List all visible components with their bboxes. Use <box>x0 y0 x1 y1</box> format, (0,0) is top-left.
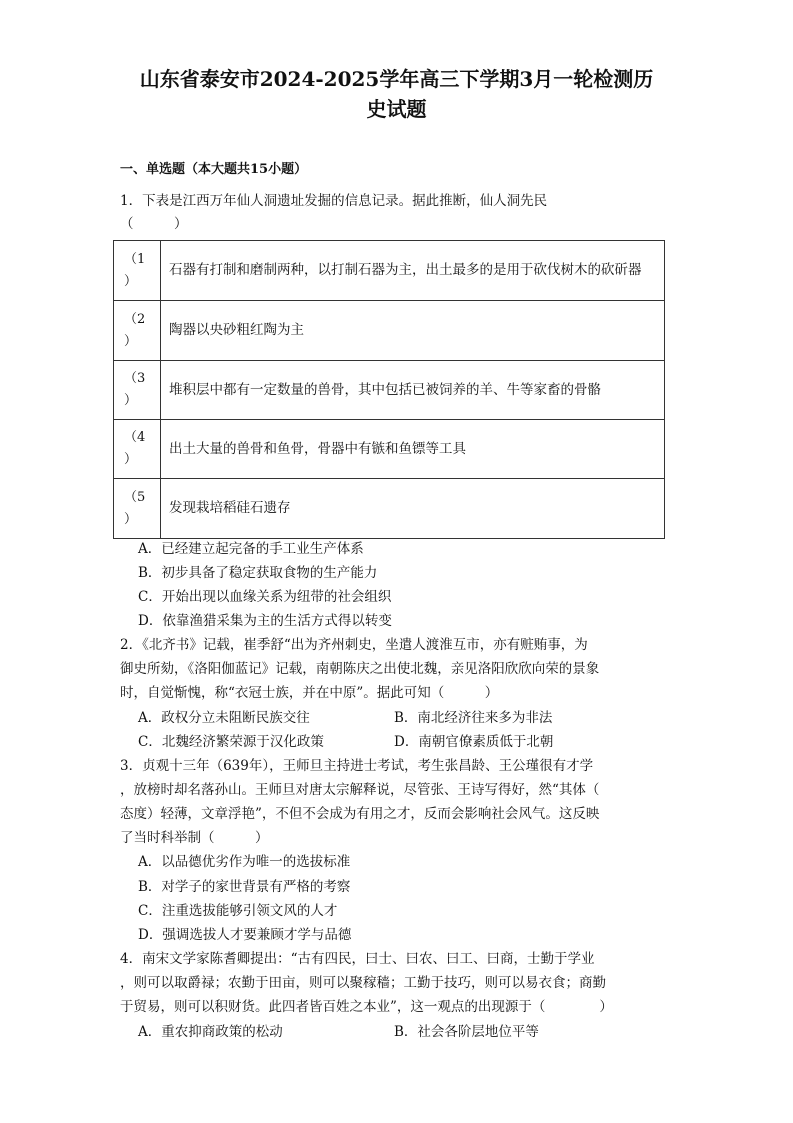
q4-option-a[interactable]: A．重农抑商政策的松动 <box>138 1024 283 1040</box>
q3-option-d[interactable]: D．强调选拔人才要兼顾才学与品德 <box>138 927 352 943</box>
q1-option-d[interactable]: D．依靠渔猎采集为主的生活方式得以转变 <box>138 613 392 629</box>
row-text: 堆积层中都有一定数量的兽骨，其中包括已被饲养的羊、牛等家畜的骨骼 <box>161 361 665 420</box>
q4-stem-line-3: 于贸易，则可以积财货。此四者皆百姓之本业”，这一观点的出现源于（ ） <box>120 999 613 1015</box>
row-number: （2 ） <box>114 301 161 361</box>
row-text: 陶器以央砂粗红陶为主 <box>161 301 665 361</box>
q3-option-c[interactable]: C．注重选拔能够引领文风的人才 <box>138 903 338 919</box>
q4-stem-line-2: ，则可以取爵禄；农勤于田亩，则可以聚稼穑；工勤于技巧，则可以易衣食；商勤 <box>120 975 606 991</box>
row-text: 石器有打制和磨制两种，以打制石器为主，出土最多的是用于砍伐树木的砍斫器 <box>161 241 665 301</box>
q3-stem-line-3: 态度）轻薄，文章浮艳”，不但不会成为有用之才，反而会影响社会风气。这反映 <box>120 806 600 822</box>
q1-stem-line-1: 1．下表是江西万年仙人洞遗址发掘的信息记录。据此推断，仙人洞先民 <box>120 193 548 209</box>
table-row <box>114 241 665 301</box>
row-number: （3 ） <box>114 361 161 420</box>
row-text: 发现栽培稻硅石遗存 <box>161 479 665 539</box>
q1-option-a[interactable]: A．已经建立起完备的手工业生产体系 <box>138 541 364 557</box>
page-title <box>100 64 693 124</box>
table-row <box>114 420 665 479</box>
q2-stem-line-3: 时，自觉惭愧，称“衣冠士族，并在中原”。据此可知（ ） <box>120 685 499 701</box>
q2-option-a[interactable]: A．政权分立未阻断民族交往 <box>138 710 310 726</box>
q2-option-d[interactable]: D．南朝官僚素质低于北朝 <box>394 734 554 750</box>
q2-option-b[interactable]: B．南北经济往来多为非法 <box>394 710 553 726</box>
q2-option-c[interactable]: C．北魏经济繁荣源于汉化政策 <box>138 734 324 750</box>
table-row <box>114 301 665 361</box>
row-number: （1 ） <box>114 241 161 301</box>
q2-stem-line-2: 御史所劾，《洛阳伽蓝记》记载，南朝陈庆之出使北魏，亲见洛阳欣欣向荣的景象 <box>120 661 600 677</box>
table-row <box>114 361 665 420</box>
q3-option-b[interactable]: B．对学子的家世背景有严格的考察 <box>138 879 351 895</box>
q1-option-b[interactable]: B．初步具备了稳定获取食物的生产能力 <box>138 565 378 581</box>
q3-stem-line-2: ，放榜时却名落孙山。王师旦对唐太宗解释说，尽管张、王诗写得好，然“其体（ <box>120 782 600 798</box>
table-row <box>114 479 665 539</box>
title-line-2: 史试题 <box>366 97 427 121</box>
q1-stem-line-2: （ ） <box>120 216 188 232</box>
q4-option-b[interactable]: B．社会各阶层地位平等 <box>394 1024 539 1040</box>
q3-stem-line-1: 3．贞观十三年（639年），王师旦主持进士考试，考生张昌龄、王公瑾很有才学 <box>120 758 594 774</box>
row-number: （4 ） <box>114 420 161 479</box>
q1-info-table <box>113 240 665 539</box>
q2-stem-line-1: 2．《北齐书》记载，崔季舒“出为齐州刺史，坐遣人渡淮互市，亦有赃贿事，为 <box>120 637 588 653</box>
row-number: （5 ） <box>114 479 161 539</box>
q3-option-a[interactable]: A．以品德优劣作为唯一的选拔标准 <box>138 854 351 870</box>
title-line-1: 山东省泰安市2024-2025学年高三下学期3月一轮检测历 <box>139 67 654 91</box>
q3-stem-line-4: 了当时科举制（ ） <box>120 830 269 846</box>
q4-stem-line-1: 4．南宋文学家陈耆卿提出：“古有四民，曰士、曰农、曰工、曰商，士勤于学业 <box>120 951 595 967</box>
q1-option-c[interactable]: C．开始出现以血缘关系为纽带的社会组织 <box>138 589 392 605</box>
row-text: 出土大量的兽骨和鱼骨，骨器中有镞和鱼镖等工具 <box>161 420 665 479</box>
section-heading: 一、单选题（本大题共15小题） <box>120 162 308 177</box>
